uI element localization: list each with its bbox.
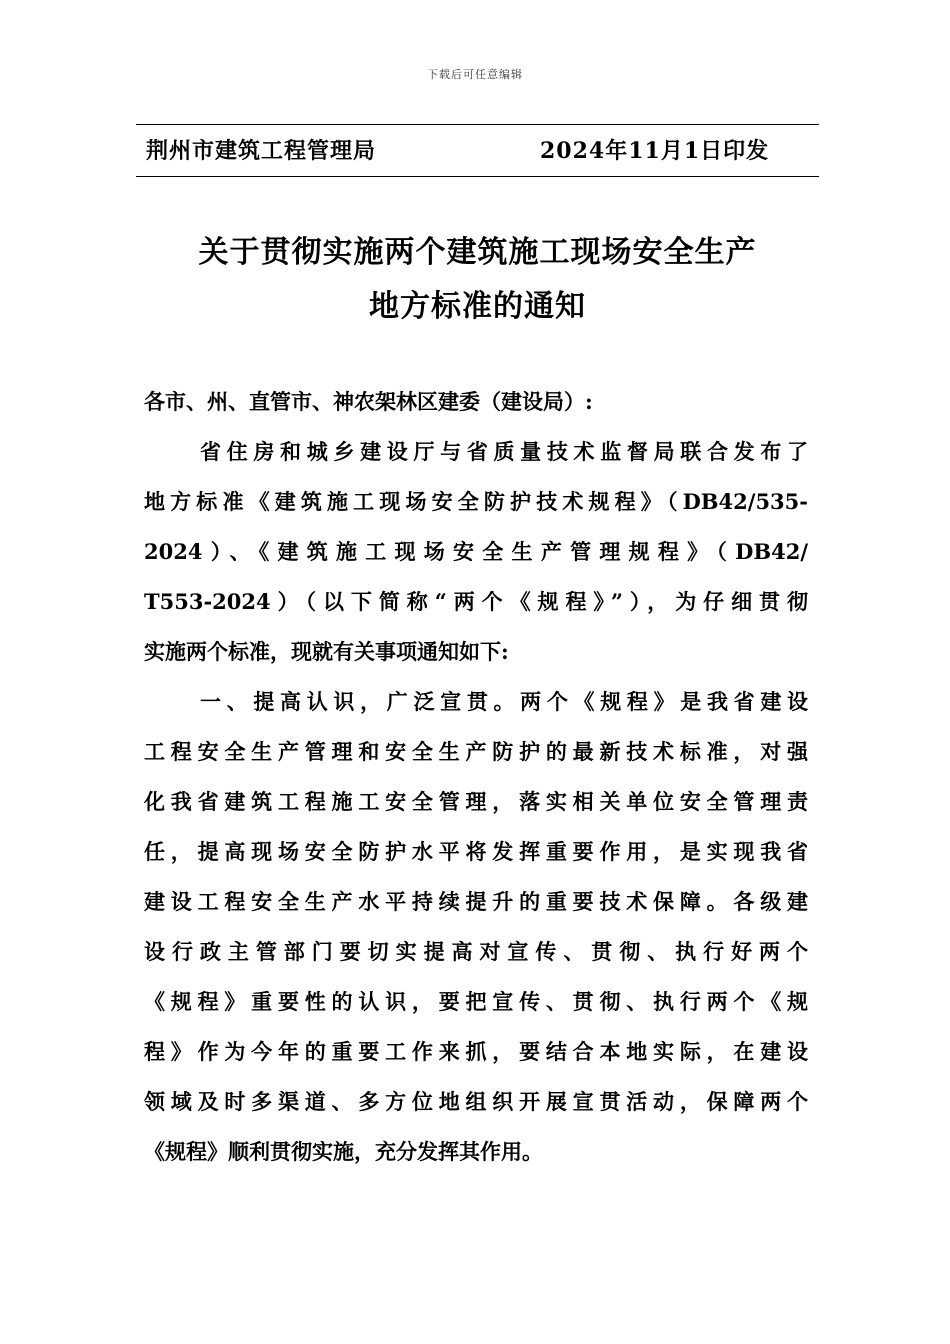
salutation: 各市、州、直管市、神农架林区建委（建设局）: (144, 389, 593, 414)
title-line-1: 关于贯彻实施两个建筑施工现场安全生产 (198, 235, 757, 270)
title-line-2: 地方标准的通知 (369, 289, 586, 324)
paragraph-line: 设行政主管部门要切实提高对宣传、贯彻、执行好两个 (144, 939, 808, 964)
paragraph-line: T553-2024）（以下简称“两个《规程》”），为仔细贯彻 (144, 589, 808, 614)
header-bottom-rule (136, 176, 819, 177)
paragraph-line: 《规程》顺利贯彻实施，充分发挥其作用。 (144, 1139, 543, 1164)
issuing-organization: 荆州市建筑工程管理局 (146, 138, 377, 164)
paragraph-line: 化我省建筑工程施工安全管理，落实相关单位安全管理责 (144, 789, 808, 814)
paragraph-line: 省住房和城乡建设厅与省质量技术监督局联合发布了 (200, 439, 808, 464)
paragraph-line: 工程安全生产管理和安全生产防护的最新技术标准，对强 (144, 739, 808, 764)
paragraph-line: 任，提高现场安全防护水平将发挥重要作用，是实现我省 (144, 839, 808, 864)
paragraph-line: 程》作为今年的重要工作来抓，要结合本地实际，在建设 (144, 1039, 808, 1064)
paragraph-line: 《规程》重要性的认识，要把宣传、贯彻、执行两个《规 (144, 989, 808, 1014)
paragraph-2 (144, 677, 808, 1177)
paragraph-line: 一、提高认识，广泛宣贯。两个《规程》是我省建设 (200, 689, 808, 714)
document-title (136, 226, 819, 334)
watermark-text: 下载后可任意编辑 (427, 68, 523, 81)
document-body (144, 377, 808, 1177)
paragraph-line: 2024）、《建筑施工现场安全生产管理规程》（DB42/ (144, 539, 808, 564)
paragraph-1 (144, 427, 808, 677)
header-top-rule (136, 124, 819, 125)
paragraph-line: 地方标准《建筑施工现场安全防护技术规程》（DB42/535- (144, 489, 808, 514)
issue-date: 2024年11月1日印发 (540, 138, 770, 164)
paragraph-line: 实施两个标准，现就有关事项通知如下: (144, 639, 509, 664)
paragraph-line: 建设工程安全生产水平持续提升的重要技术保障。各级建 (144, 889, 808, 914)
paragraph-line: 领域及时多渠道、多方位地组织开展宣贯活动，保障两个 (144, 1089, 808, 1114)
